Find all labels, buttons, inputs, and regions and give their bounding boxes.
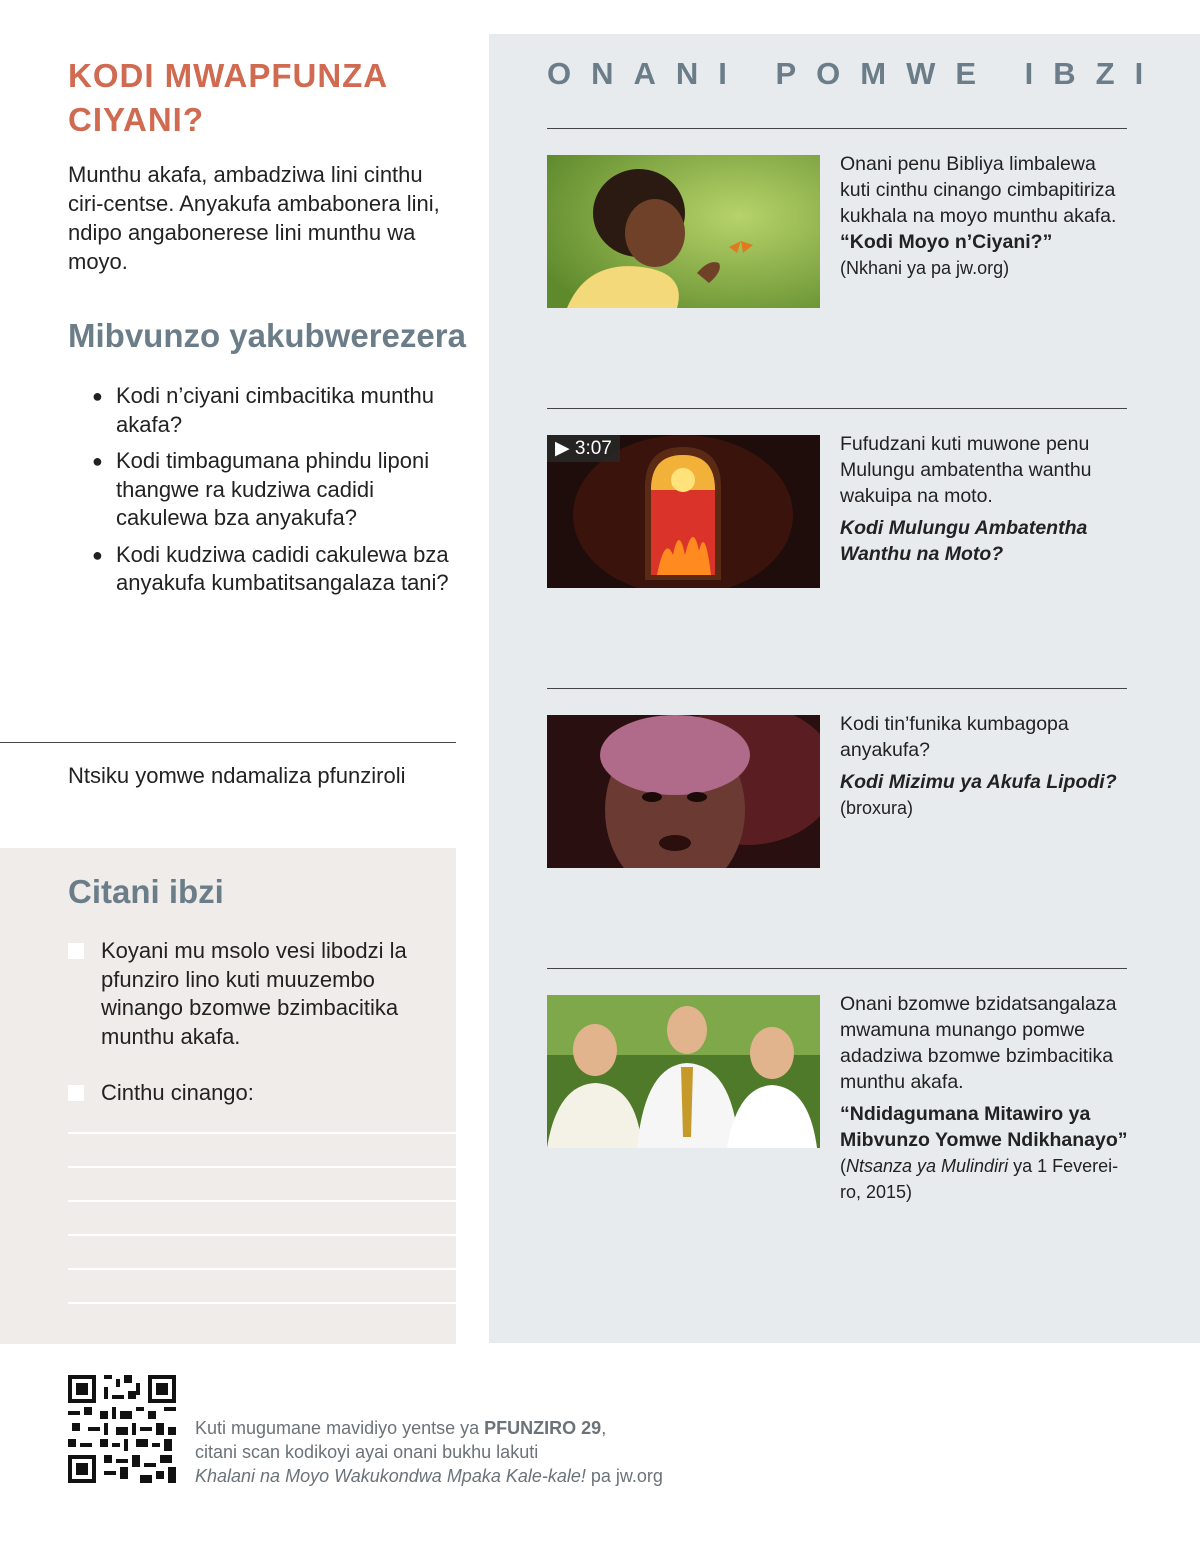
video-teaser: Fufudzani kuti muwone penu Mulungu ambatentha wanthu wakuipa na moto. Kodi Mulungu Ambatentha Wanthu na Moto? bbox=[840, 431, 1130, 567]
review-questions-list bbox=[92, 382, 457, 606]
divider bbox=[547, 128, 1127, 129]
writing-line[interactable] bbox=[68, 1234, 456, 1236]
divider bbox=[0, 742, 456, 743]
book-title-link[interactable]: Khalani na Moyo Wakukondwa Mpaka Kale-kale! bbox=[195, 1466, 586, 1486]
writing-line[interactable] bbox=[68, 1268, 456, 1270]
article-link[interactable]: “Kodi Moyo n’Ciyani?” bbox=[840, 231, 1053, 253]
lesson-title: KODI MWAPFUNZA CIYANI? bbox=[68, 57, 387, 138]
video-duration: ▶ 3:07 bbox=[547, 435, 620, 462]
completion-date-label: Ntsiku yomwe ndamaliza pfunziroli bbox=[68, 763, 406, 788]
bullet-icon: ● bbox=[92, 544, 103, 565]
checklist-item: Koyani mu msolo vesi libodzi la pfunziro lino kuti muuzembo winango bzomwe bzimbacitika munthu akafa. bbox=[68, 937, 428, 1051]
list-item: ● Kodi n’ciyani cimbacitika munthu akafa? bbox=[92, 383, 434, 437]
qr-code-icon[interactable] bbox=[68, 1375, 176, 1483]
brochure-teaser: Kodi tin’funika kumbagopa anyakufa? Kodi Mizimu ya Akufa Lipodi? (broxura) bbox=[840, 711, 1130, 821]
footer-note: Kuti mugumane mavidiyo yentse ya PFUNZIRO 29, citani scan kodikoyi ayai onani bukhu lakuti Khalani na Moyo Wakukondwa Mpaka Kale-kale! pa jw.org bbox=[195, 1418, 663, 1486]
article-teaser: Onani penu Bibliya limbalewa kuti cinthu cinango cimbapitiriza kukhala na moyo munthu akafa. “Kodi Moyo n’Ciyani?” (Nkhani ya pa jw.org) bbox=[840, 153, 1117, 278]
writing-line[interactable] bbox=[68, 1166, 456, 1168]
see-more-heading: ONANI POMWE IBZI bbox=[547, 56, 1164, 91]
checkbox[interactable] bbox=[68, 1085, 84, 1101]
intro-paragraph: Munthu akafa, ambadziwa lini cinthu ciri-centse. Anyakufa ambabonera lini, ndipo angabonerese lini munthu wa moyo. bbox=[68, 162, 440, 274]
divider bbox=[547, 408, 1127, 409]
fearful-face-photo[interactable] bbox=[547, 715, 820, 868]
checklist-item: Cinthu cinango: bbox=[68, 1079, 428, 1108]
magazine-teaser: Onani bzomwe bzidatsangalaza mwamuna munango pomwe adadziwa bzomwe bzimbacitika munthu akafa. “Ndidagumana Mitawiro ya Mibvunzo Yomwe Ndikhanayo” (Ntsanza ya Mulindiri ya 1 Fevereiro, 2015) bbox=[840, 991, 1130, 1205]
list-item: ● Kodi kudziwa cadidi cakulewa bza anyakufa kumbatitsangalaza tani? bbox=[92, 541, 449, 595]
checkbox[interactable] bbox=[68, 943, 84, 959]
magazine-article-link[interactable]: “Ndidagumana Mitawiro ya Mibvunzo Yomwe Ndikhanayo” bbox=[840, 1103, 1128, 1151]
divider bbox=[547, 968, 1127, 969]
video-link[interactable]: Kodi Mulungu Ambatentha Wanthu na Moto? bbox=[840, 517, 1088, 565]
review-questions-heading: Mibvunzo yakubwerezera bbox=[68, 317, 466, 354]
girl-with-butterfly-photo[interactable] bbox=[547, 155, 820, 308]
list-item: ● Kodi timbagumana phindu liponi thangwe ra kudziwa cadidi cakulewa bza anyakufa? bbox=[92, 448, 430, 530]
stained-glass-fire-video[interactable] bbox=[547, 435, 820, 588]
activity-heading: Citani ibzi bbox=[68, 873, 224, 910]
writing-line[interactable] bbox=[68, 1302, 456, 1304]
brochure-link[interactable]: Kodi Mizimu ya Akufa Lipodi? bbox=[840, 771, 1117, 793]
writing-line[interactable] bbox=[68, 1132, 456, 1134]
people-conversation-photo[interactable] bbox=[547, 995, 820, 1148]
bullet-icon: ● bbox=[92, 386, 103, 406]
writing-line[interactable] bbox=[68, 1200, 456, 1202]
divider bbox=[547, 688, 1127, 689]
bullet-icon: ● bbox=[92, 451, 103, 471]
